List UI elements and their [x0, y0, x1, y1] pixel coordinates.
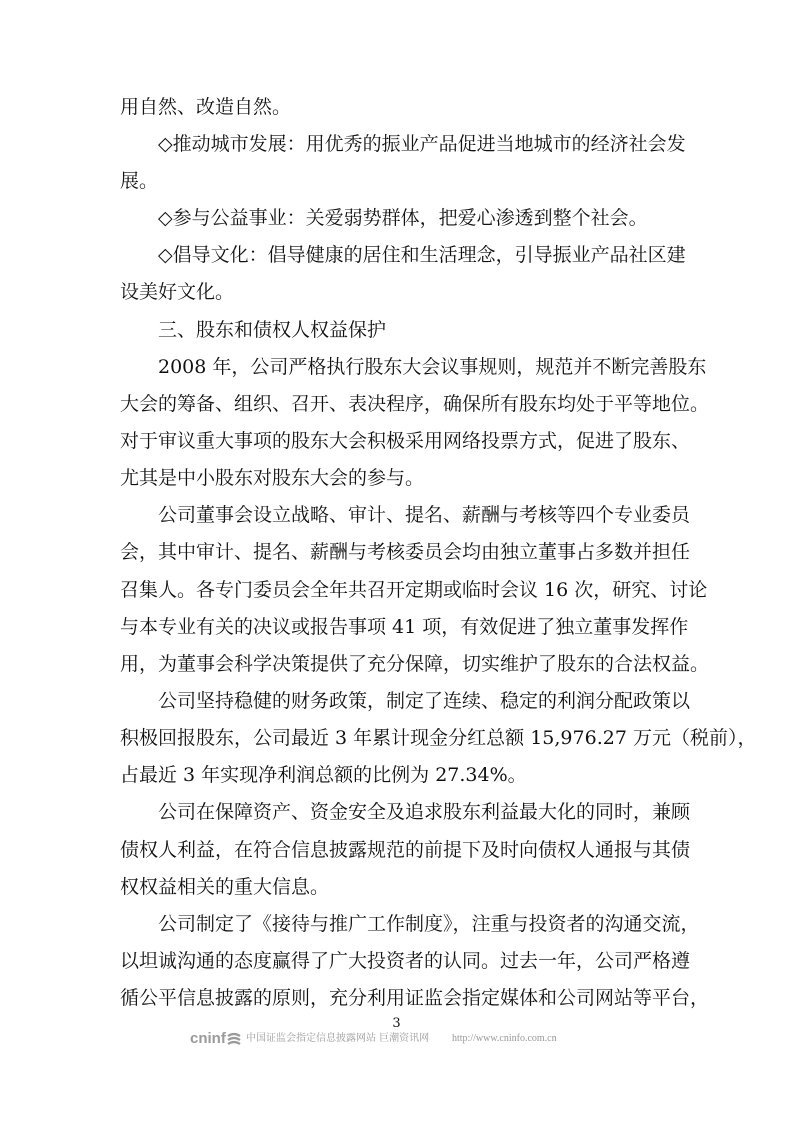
- text-line: 用自然、改造自然。: [120, 96, 292, 118]
- footer-url[interactable]: http://www.cninfo.com.cn: [452, 1033, 557, 1044]
- text-line: 2008 年，公司严格执行股东大会议事规则，规范并不断完善股东: [158, 356, 707, 378]
- text-line: 公司制定了《接待与推广工作制度》，注重与投资者的沟通交流，: [158, 913, 700, 935]
- text-line: 权权益相关的重大信息。: [120, 876, 330, 898]
- text-line: ◇参与公益事业：关爱弱势群体，把爱心渗透到整个社会。: [158, 207, 648, 229]
- text-line: 占最近 3 年实现净利润总额的比例为 27.34%。: [120, 764, 527, 786]
- text-line: 对于审议重大事项的股东大会积极采用网络投票方式，促进了股东、: [120, 430, 691, 452]
- footer-text: 中国证监会指定信息披露网站 巨潮资讯网: [246, 1033, 430, 1044]
- cninfo-swirl-icon: [226, 1032, 242, 1046]
- text-line: 公司坚持稳健的财务政策，制定了连续、稳定的利润分配政策以: [158, 690, 691, 712]
- text-line: 尤其是中小股东对股东大会的参与。: [120, 467, 425, 489]
- text-line: 大会的筹备、组织、召开、表决程序，确保所有股东均处于平等地位。: [120, 393, 710, 415]
- text-line: 积极回报股东，公司最近 3 年累计现金分红总额 15,976.27 万元（税前），: [120, 727, 757, 749]
- text-line: 召集人。各专门委员会全年共召开定期或临时会议 16 次，研究、讨论: [120, 579, 708, 601]
- text-line: 公司在保障资产、资金安全及追求股东利益最大化的同时，兼顾: [158, 801, 691, 823]
- text-line: 与本专业有关的决议或报告事项 41 项，有效促进了独立董事发挥作: [120, 616, 689, 638]
- text-line: 展。: [120, 170, 159, 192]
- text-line: 以坦诚沟通的态度赢得了广大投资者的认同。过去一年，公司严格遵: [120, 950, 691, 972]
- text-line: 公司董事会设立战略、审计、提名、薪酬与考核等四个专业委员: [158, 504, 691, 526]
- section-heading: 三、股东和债权人权益保护: [158, 319, 387, 341]
- text-line: 设美好文化。: [120, 281, 235, 303]
- page-number: 3: [392, 1016, 401, 1031]
- text-line: 会，其中审计、提名、薪酬与考核委员会均由独立董事占多数并担任: [120, 541, 691, 563]
- text-line: ◇推动城市发展：用优秀的振业产品促进当地城市的经济社会发: [158, 133, 686, 155]
- text-line: 用，为董事会科学决策提供了充分保障，切实维护了股东的合法权益。: [120, 653, 710, 675]
- text-line: ◇倡导文化：倡导健康的居住和生活理念，引导振业产品社区建: [158, 244, 686, 266]
- text-line: 循公平信息披露的原则，充分利用证监会指定媒体和公司网站等平台，: [120, 987, 710, 1009]
- footer: [190, 1030, 610, 1048]
- text-line: 债权人利益，在符合信息披露规范的前提下及时向债权人通报与其债: [120, 839, 691, 861]
- cninfo-logo: cninf: [190, 1030, 226, 1047]
